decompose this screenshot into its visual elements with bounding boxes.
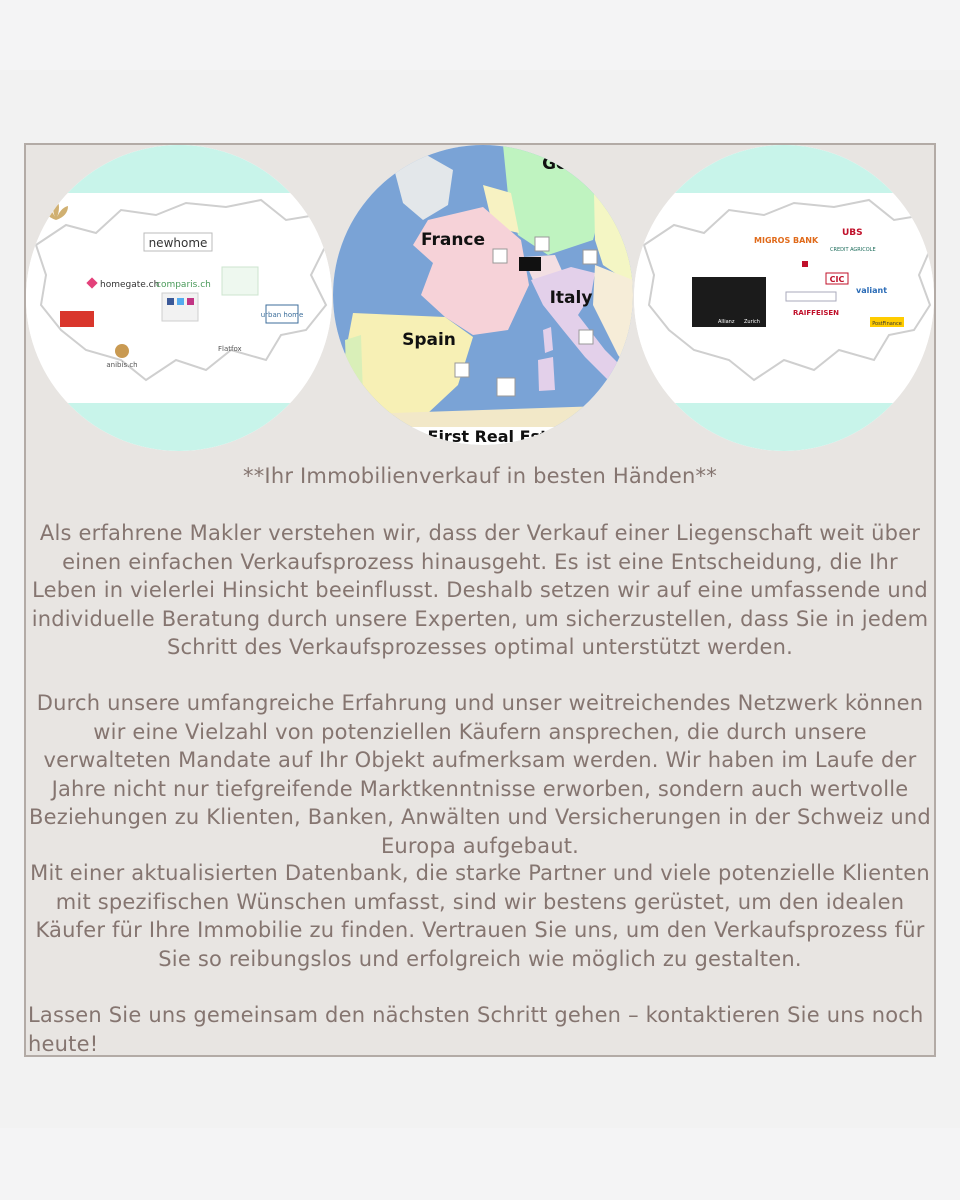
call-to-action: Lassen Sie uns gemeinsam den nächsten Schritt gehen – kontaktieren Sie uns noch heute! [28,1003,924,1056]
top-band [0,0,960,70]
migros-bank-logo: MIGROS BANK [754,236,819,245]
paragraph-intro: Als erfahrene Makler verstehen wir, dass der Verkauf einer Liegenschaft weit über einen einfachen Verkaufsprozess hinausgeht. Es ist eine Entscheidung, die Ihr Leben in vielerlei Hinsicht beeinflusst. Deshalb setzen wir auf eine umfassende und individuelle Beratung durch unsere Experten, um sicherzustellen, dass Sie in jedem Schritt des Verkaufsprozesses optimal unterstützt werden. [31,521,929,659]
content-card [24,143,936,1057]
map-caption: First Real Esta [427,427,559,445]
newhome-logo: newhome [148,236,208,250]
flatfox-logo: Flatfox [218,345,242,353]
comparis-logo: comparis.ch [156,280,211,290]
anibis-logo: anibis.ch [106,361,138,369]
paragraph-network: Durch unsere umfangreiche Erfahrung und unser weitreichendes Netzwerk können wir eine Vielzahl von potenziellen Käufern ansprechen, die durch unsere verwalteten Mandate auf Ihr Objekt aufmerksam werden. Wir haben im Laufe der Jahre nicht nur tiefgreifende Marktkenntnisse erworben, sondern auch wertvolle Beziehungen zu Klienten, Banken, Anwälten und Versicherungen in der Schweiz und Europa aufgebaut. [29,691,931,858]
allianz-logo: Allianz [718,319,735,325]
switzerland-partners-map [634,145,934,451]
country-label-italy: Italy [549,288,593,308]
ubs-logo: UBS [842,228,863,238]
zurich-logo: Zurich [744,319,760,325]
switzerland-portals-map [26,145,332,451]
europe-map [333,145,633,445]
urbanhome-logo: urban home [260,311,304,319]
credit-agricole-logo: CREDIT AGRICOLE [830,247,876,253]
paragraph-database: Mit einer aktualisierten Datenbank, die starke Partner und viele potenzielle Klienten mit spezifischen Wünschen umfasst, sind wir bestens gerüstet, um den idealen Käufer für Ihre Immobilie zu finden. Vertrauen Sie uns, um den Verkaufsprozess für Sie so reibungslos und erfolgreich wie möglich zu gestalten. [30,861,930,971]
postfinance-logo: PostFinance [872,321,902,327]
country-label-spain: Spain [402,330,456,350]
bottom-band [0,1128,960,1200]
section-heading: **Ihr Immobilienverkauf in besten Händen** [243,464,717,488]
logo-badge-icon [519,257,541,271]
raiffeisen-logo: RAIFFEISEN [792,309,840,317]
cic-logo: CIC [829,275,845,284]
valiant-logo: valiant [856,286,888,295]
marker-icon [497,378,515,396]
country-label-france: France [420,230,486,250]
homegate-logo: homegate.ch [100,280,160,290]
country-label-germany: Ger [542,154,576,174]
